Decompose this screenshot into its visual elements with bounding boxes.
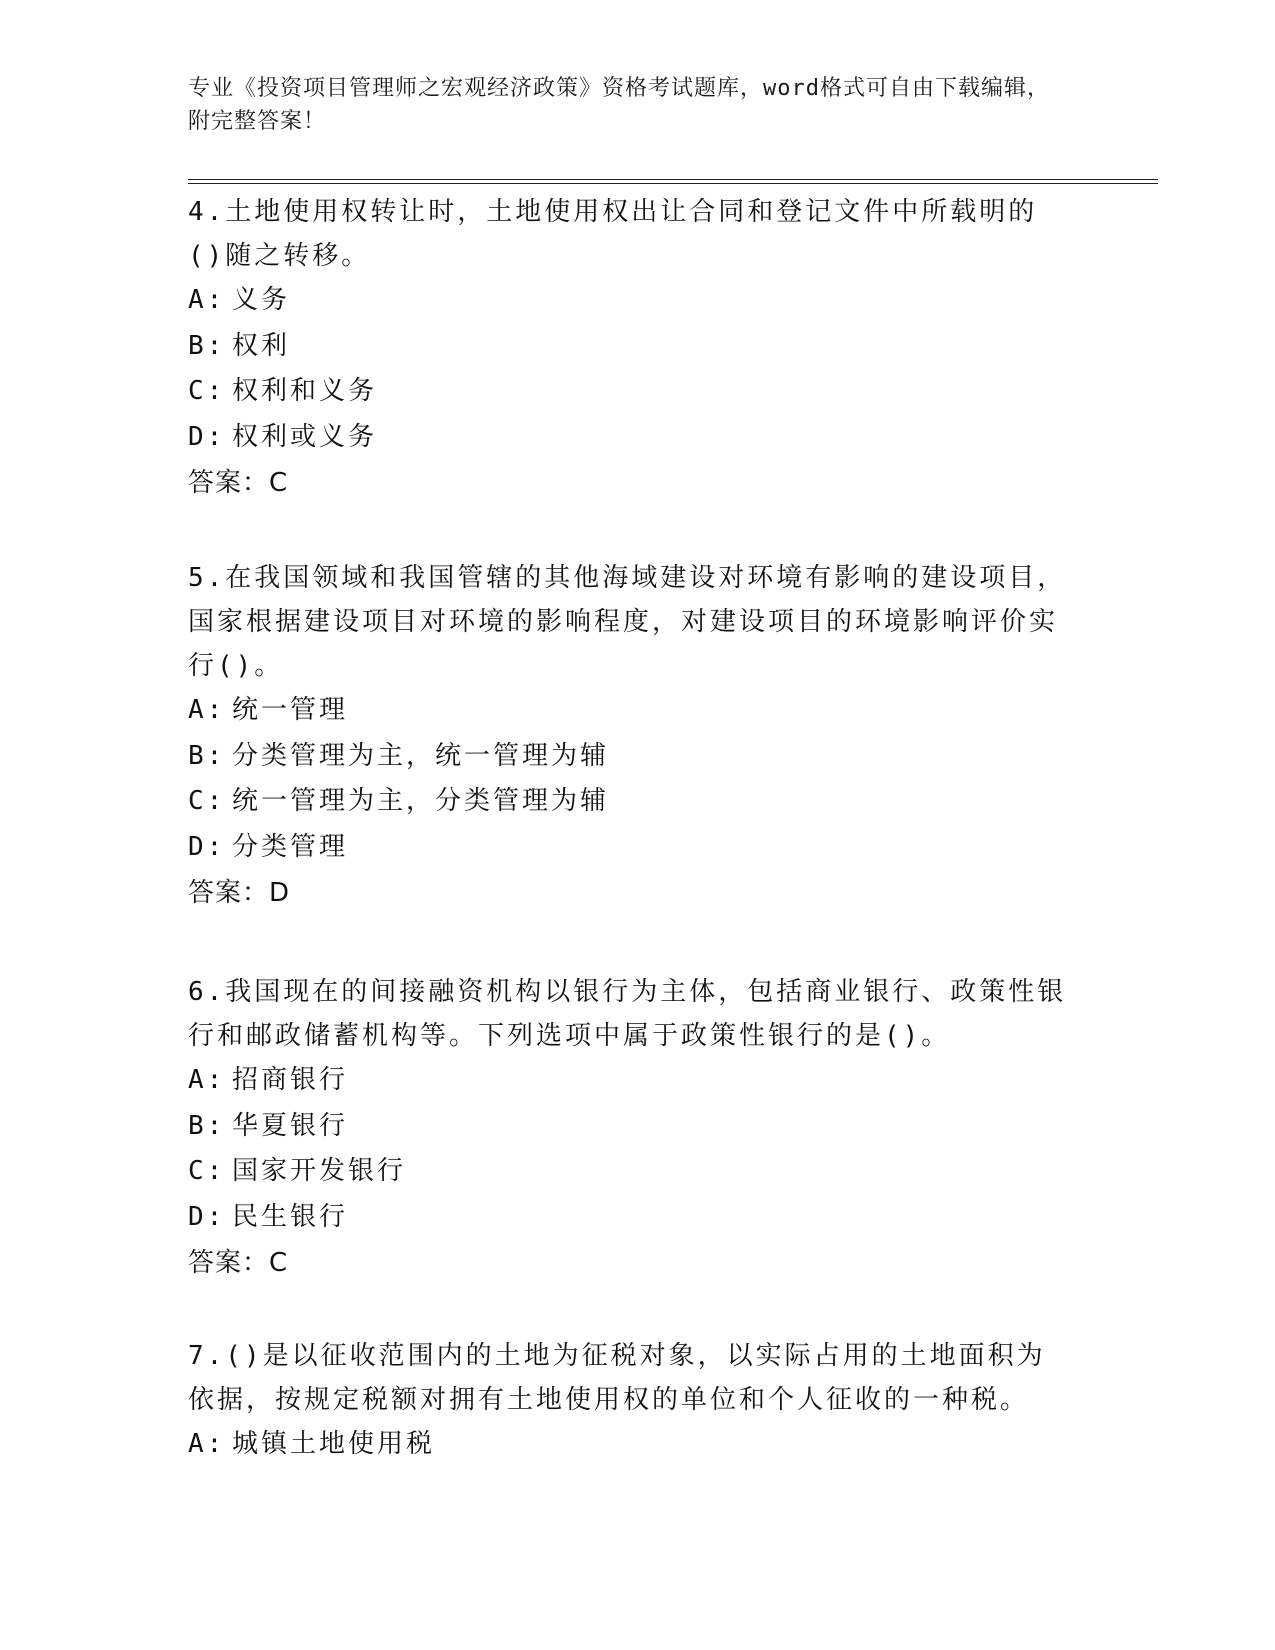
option-d: [188, 825, 1068, 871]
option-a: [188, 278, 1068, 324]
question-stem: 4.土地使用权转让时，土地使用权出让合同和登记文件中所载明的()随之转移。: [188, 197, 1038, 271]
option-label: B:: [188, 740, 226, 771]
option-d: [188, 1195, 1068, 1241]
option-label: D:: [188, 421, 226, 452]
option-text: 招商银行: [232, 1065, 349, 1095]
option-label: D:: [188, 831, 226, 862]
question-stem: 6.我国现在的间接融资机构以银行为主体，包括商业银行、政策性银行和邮政储蓄机构等。下列选项中属于政策性银行的是()。: [188, 977, 1067, 1051]
option-text: 城镇土地使用税: [232, 1429, 436, 1459]
option-text: 华夏银行: [232, 1110, 349, 1141]
question-stem: 7.()是以征收范围内的土地为征税对象，以实际占用的土地面积为依据，按规定税额对拥有土地使用权的单位和个人征收的一种税。: [188, 1341, 1046, 1415]
question-block: [188, 970, 1068, 1286]
option-text: 统一管理为主，分类管理为辅: [232, 786, 610, 816]
option-text: 分类管理为主，统一管理为辅: [232, 740, 610, 771]
option-label: A:: [188, 1429, 226, 1459]
option-label: B:: [188, 1110, 226, 1141]
option-label: C:: [188, 786, 226, 816]
option-text: 权利或义务: [232, 421, 378, 452]
option-text: 统一管理: [232, 695, 349, 725]
option-text: 民生银行: [232, 1201, 349, 1232]
option-c: [188, 369, 1068, 415]
option-text: 分类管理: [232, 831, 349, 862]
option-text: 权利和义务: [232, 376, 378, 406]
answer-line: 答案：C: [188, 468, 289, 498]
option-label: A:: [188, 285, 226, 315]
option-label: C:: [188, 376, 226, 406]
question-block: [188, 1334, 1068, 1468]
question-block: [188, 190, 1068, 506]
option-d: [188, 415, 1068, 461]
option-b: [188, 1104, 1068, 1150]
header-divider-top: [188, 179, 1158, 180]
question-block: [188, 556, 1068, 916]
option-c: [188, 1149, 1068, 1195]
option-label: B:: [188, 330, 226, 361]
document-header: 专业《投资项目管理师之宏观经济政策》资格考试题库，word格式可自由下载编辑，附完整答案！: [188, 76, 1050, 134]
option-label: A:: [188, 695, 226, 725]
option-label: A:: [188, 1065, 226, 1095]
option-label: C:: [188, 1156, 226, 1186]
answer-line: 答案：C: [188, 1248, 289, 1278]
option-a: [188, 1058, 1068, 1104]
question-stem: 5.在我国领域和我国管辖的其他海域建设对环境有影响的建设项目，国家根据建设项目对环境的影响程度，对建设项目的环境影响评价实行()。: [188, 563, 1067, 681]
option-label: D:: [188, 1201, 226, 1232]
option-text: 义务: [232, 285, 291, 315]
header-divider-bottom: [188, 183, 1158, 184]
option-c: [188, 779, 1068, 825]
answer-line: 答案：D: [188, 878, 291, 908]
option-text: 国家开发银行: [232, 1156, 407, 1186]
option-b: [188, 324, 1068, 370]
option-a: [188, 688, 1068, 734]
option-b: [188, 734, 1068, 780]
option-text: 权利: [232, 330, 291, 361]
option-a: [188, 1422, 1068, 1468]
